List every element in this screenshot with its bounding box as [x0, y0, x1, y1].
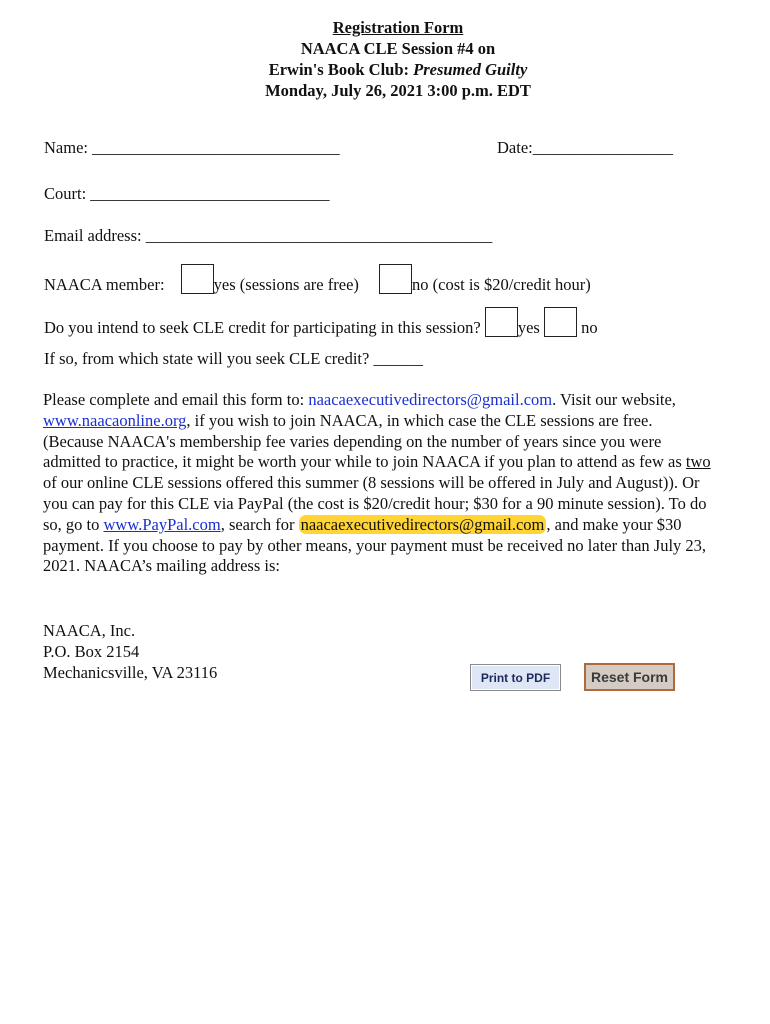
- book-title: Presumed Guilty: [413, 60, 528, 79]
- name-row: [44, 138, 340, 158]
- state-question[interactable]: If so, from which state will you seek CLE credit? ______: [44, 349, 423, 368]
- name-field[interactable]: ______________________________: [92, 138, 340, 157]
- email-field[interactable]: __________________________________________: [145, 226, 493, 245]
- instructions-text-2: . Visit our website,: [552, 390, 676, 409]
- member-label: NAACA member:: [44, 275, 165, 294]
- cle-row: [44, 307, 598, 338]
- court-row: [44, 184, 330, 204]
- print-to-pdf-button[interactable]: Print to PDF: [470, 664, 561, 691]
- member-no-label: no (cost is $20/credit hour): [412, 275, 591, 294]
- date-row: [497, 138, 673, 158]
- member-row: [44, 264, 591, 295]
- email-row: [44, 226, 492, 246]
- form-title: Registration Form: [332, 18, 464, 37]
- cle-yes-checkbox[interactable]: [485, 307, 518, 337]
- instructions-text-6: , and make your $30 payment. If you choose to pay by other means, your payment must be received no later than July 23, 2021. NAACA’s mailing address is:: [43, 514, 707, 576]
- address-line-3: Mechanicsville, VA 23116: [43, 663, 218, 682]
- email-link[interactable]: naacaexecutivedirectors@gmail.com: [308, 390, 553, 409]
- address-line-1: NAACA, Inc.: [43, 621, 136, 640]
- instructions-text-5: , search for: [220, 514, 299, 534]
- member-yes-checkbox[interactable]: [181, 264, 214, 294]
- instructions-paragraph: [43, 390, 713, 577]
- address-line-2: P.O. Box 2154: [43, 642, 140, 661]
- session-line: NAACA CLE Session #4 on: [300, 39, 496, 58]
- court-field[interactable]: _____________________________: [90, 184, 330, 203]
- cle-no-checkbox[interactable]: [544, 307, 577, 337]
- cle-no-label: no: [581, 318, 598, 337]
- paypal-link[interactable]: www.PayPal.com: [103, 514, 221, 534]
- mailing-address: [43, 620, 217, 683]
- highlighted-email: naacaexecutivedirectors@gmail.com: [300, 514, 545, 534]
- form-header: [0, 17, 770, 101]
- email-label: Email address:: [44, 226, 142, 245]
- member-yes-label: yes (sessions are free): [213, 275, 359, 294]
- underlined-two: two: [685, 452, 711, 472]
- date-label: Date:: [497, 138, 533, 157]
- instructions-text-1: Please complete and email this form to:: [43, 390, 309, 409]
- name-label: Name:: [44, 138, 88, 157]
- club-prefix: Erwin's Book Club:: [268, 60, 414, 79]
- reset-form-button[interactable]: Reset Form: [584, 663, 675, 691]
- member-no-checkbox[interactable]: [379, 264, 412, 294]
- cle-yes-label: yes: [517, 318, 540, 337]
- court-label: Court:: [44, 184, 87, 203]
- session-datetime: Monday, July 26, 2021 3:00 p.m. EDT: [265, 81, 531, 100]
- club-line: [0, 59, 770, 80]
- state-row: [44, 349, 423, 369]
- instructions-text-4: of our online CLE sessions offered this summer (8 sessions will be offered in July and August)). Or you can pay for this CLE via PayPal (the cost is $20/credit hour; $30 for a 90 minute session). To do so, go to: [43, 473, 707, 534]
- date-field[interactable]: _________________: [532, 138, 673, 157]
- cle-question: Do you intend to seek CLE credit for participating in this session?: [44, 318, 481, 337]
- instructions-text-3: , if you wish to join NAACA, in which case the CLE sessions are free. (Because NAACA's membership fee varies depending on the number of years since you were admitted to practice, it might be worth your while to join NAACA if you plan to attend as few as: [43, 410, 686, 472]
- website-link[interactable]: www.naacaonline.org: [43, 410, 187, 430]
